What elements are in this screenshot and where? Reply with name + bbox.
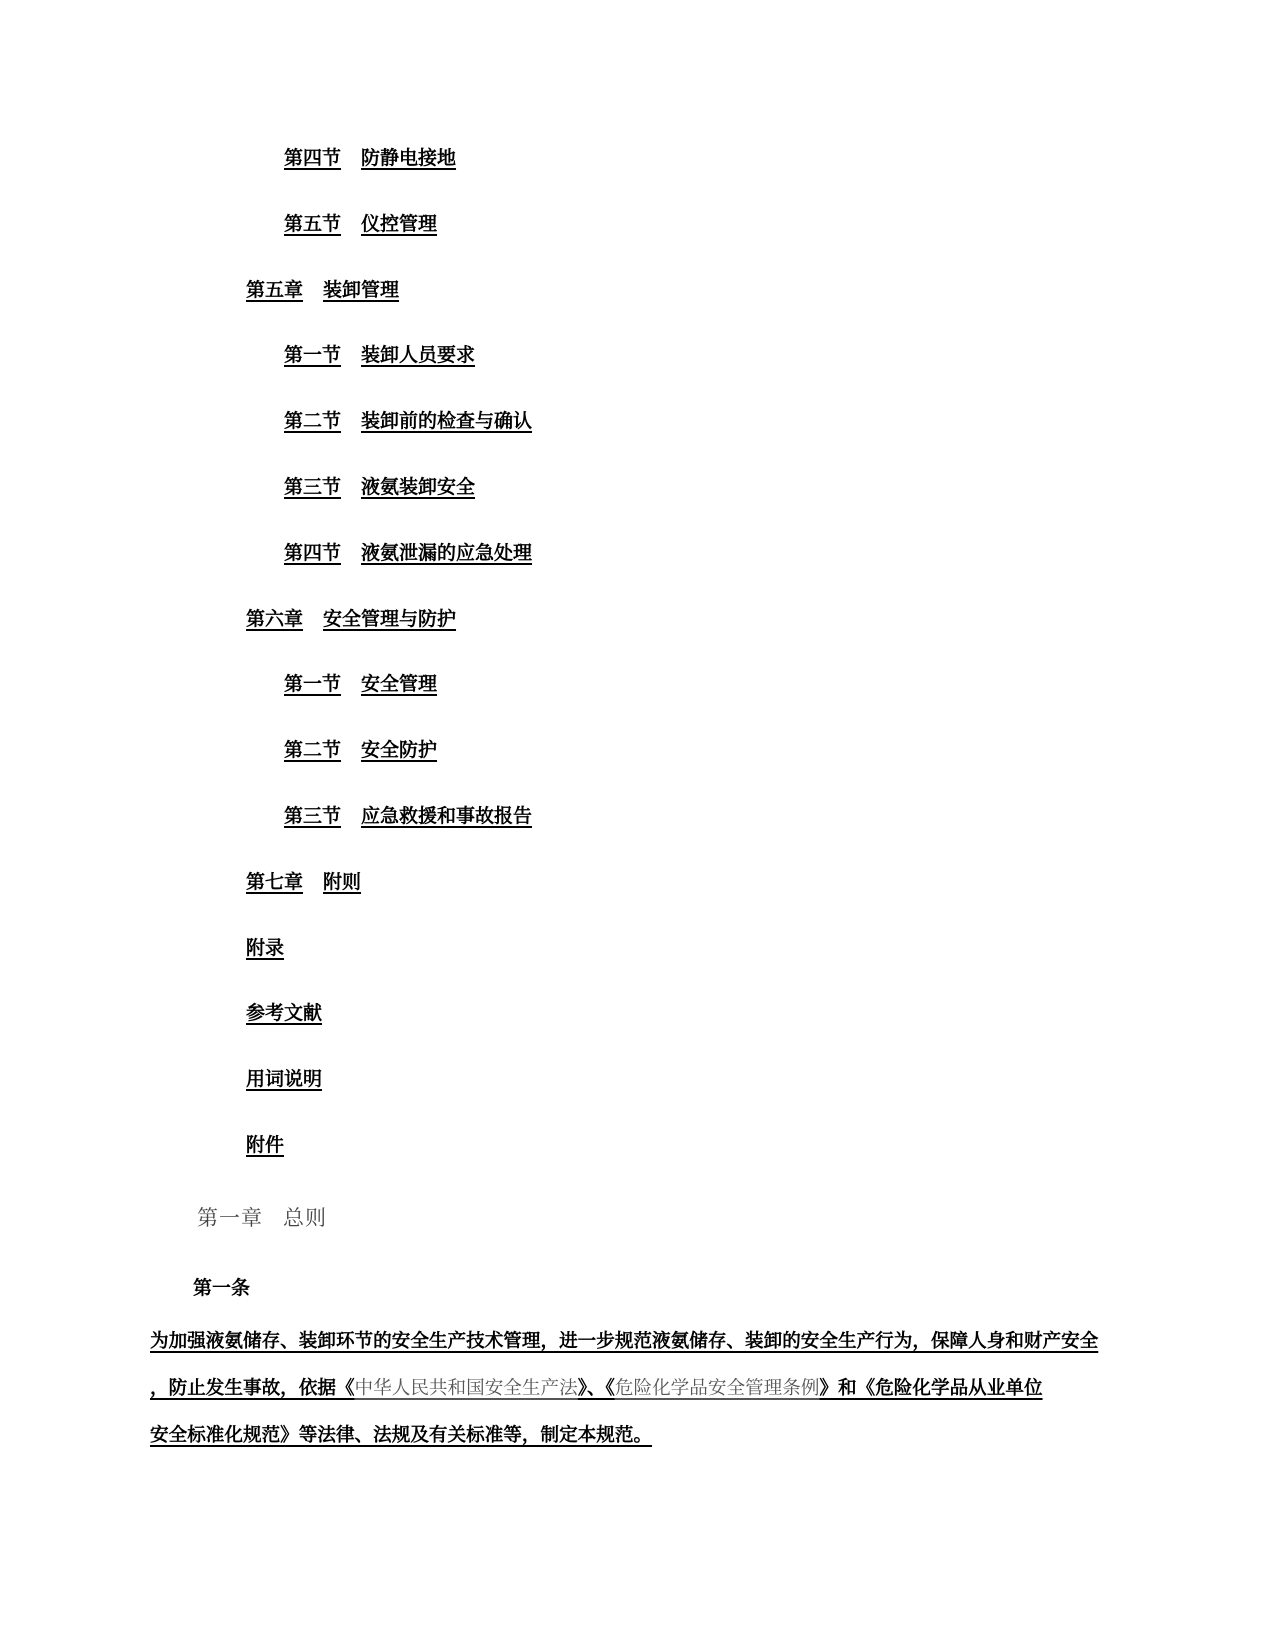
toc-entry[interactable] (246, 541, 532, 607)
chapter-heading (197, 1202, 327, 1232)
toc-entry[interactable] (246, 1001, 532, 1067)
toc-entry[interactable] (246, 607, 532, 673)
toc-link[interactable]: 第二节 安全防护 (284, 739, 438, 762)
law-reference: 中华人民共和国安全生产法 (354, 1378, 578, 1399)
toc-link[interactable]: 第三节 应急救援和事故报告 (284, 804, 533, 827)
article-line: 安全标准化规范》等法律、法规及有关标准等，制定本规范。 (150, 1425, 653, 1446)
toc-entry[interactable] (246, 870, 532, 936)
toc-link[interactable]: 第四节 液氨泄漏的应急处理 (284, 541, 533, 564)
toc-entry[interactable] (246, 278, 532, 344)
chapter-label: 第一章 (197, 1206, 263, 1230)
toc-link[interactable]: 第六章 安全管理与防护 (246, 607, 457, 630)
toc-link[interactable]: 第三节 液氨装卸安全 (284, 475, 476, 498)
toc-link[interactable]: 第四节 防静电接地 (284, 147, 457, 169)
toc-entry[interactable] (246, 409, 532, 475)
toc-entry[interactable] (246, 738, 532, 804)
article-body (150, 1318, 1130, 1459)
toc-link[interactable]: 附录 (246, 936, 285, 959)
toc-entry[interactable] (246, 1133, 532, 1199)
toc-entry[interactable] (246, 804, 532, 870)
chapter-title: 总则 (283, 1206, 327, 1230)
toc-link[interactable]: 第一节 安全管理 (284, 673, 438, 696)
toc-link[interactable]: 第七章 附则 (246, 870, 362, 893)
toc-link[interactable]: 第二节 装卸前的检查与确认 (284, 410, 533, 433)
toc-link[interactable]: 第一节 装卸人员要求 (284, 344, 476, 367)
toc-entry[interactable] (246, 672, 532, 738)
toc-entry[interactable] (246, 343, 532, 409)
article-line: ，防止发生事故，依据《中华人民共和国安全生产法》、《危险化学品安全管理条例》和《危险化学品从业单位 (150, 1378, 1043, 1399)
toc-link[interactable]: 第五章 装卸管理 (246, 278, 400, 301)
toc-link[interactable]: 用词说明 (246, 1068, 323, 1091)
toc-entry[interactable] (246, 212, 532, 278)
toc-entry[interactable] (246, 475, 532, 541)
toc-entry[interactable] (246, 936, 532, 1002)
article-line: 为加强液氨储存、装卸环节的安全生产技术管理，进一步规范液氨储存、装卸的安全生产行为，保障人身和财产安全 (150, 1331, 1099, 1352)
table-of-contents (246, 146, 532, 1199)
toc-entry[interactable] (246, 146, 532, 212)
toc-link[interactable]: 附件 (246, 1133, 285, 1156)
toc-entry[interactable] (246, 1067, 532, 1133)
law-reference: 危险化学品安全管理条例 (614, 1378, 820, 1399)
toc-link[interactable]: 参考文献 (246, 1002, 323, 1025)
article-title: 第一条 (193, 1277, 251, 1299)
toc-link[interactable]: 第五节 仪控管理 (284, 212, 438, 235)
